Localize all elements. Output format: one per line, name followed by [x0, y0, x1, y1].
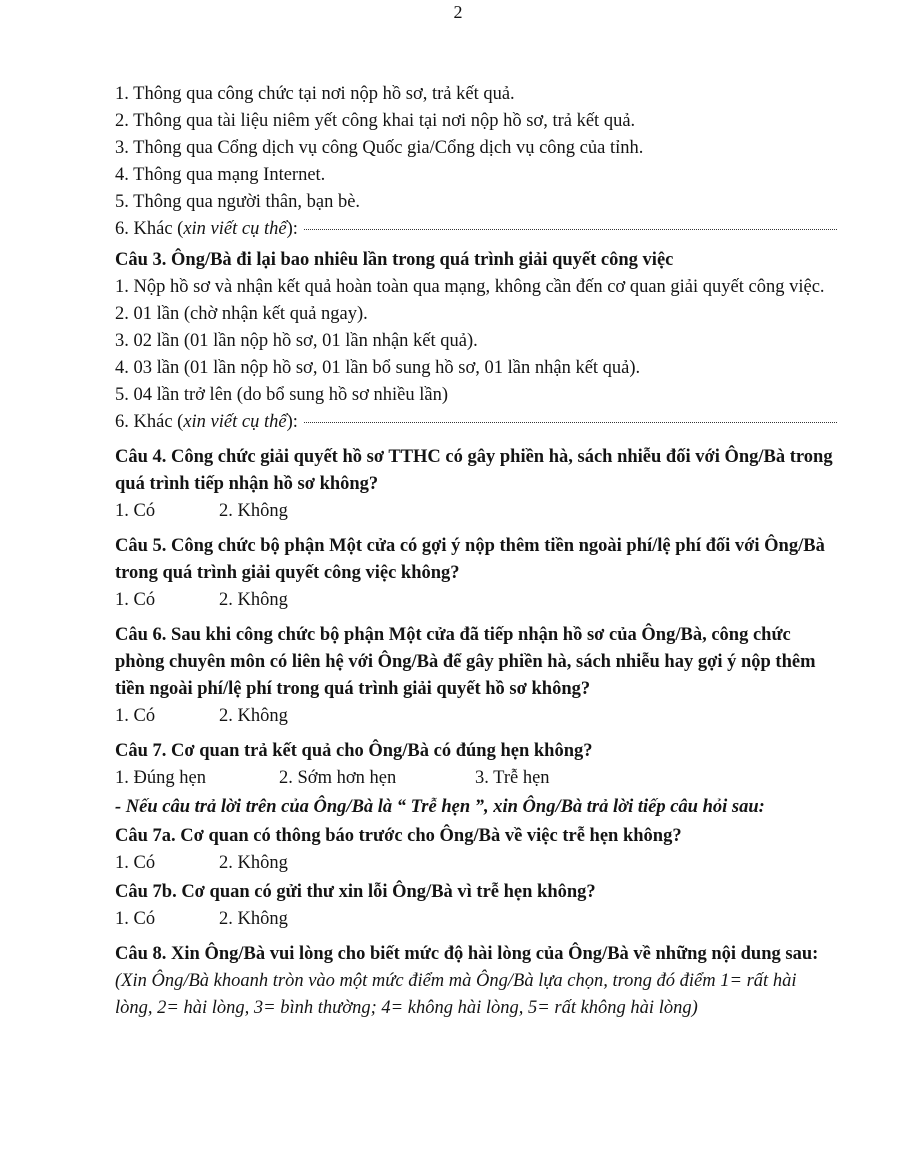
question-8-title: Câu 8. Xin Ông/Bà vui lòng cho biết mức độ hài lòng của Ông/Bà về những nội dung sau:	[115, 944, 819, 964]
question-6-title: Câu 6. Sau khi công chức bộ phận Một cửa đã tiếp nhận hồ sơ của Ông/Bà, công chức phòng chuyên môn có liên hệ với Ông/Bà để gây phiền hà, sách nhiễu hay gợi ý nộp thêm tiền ngoài phí/lệ phí trong quá trình giải quyết hồ sơ không?	[115, 625, 816, 699]
q7a-options	[115, 850, 837, 877]
q5-option-yes[interactable]: 1. Có	[115, 590, 156, 610]
q6-option-no[interactable]: 2. Không	[219, 706, 288, 726]
question-7-title: Câu 7. Cơ quan trả kết quả cho Ông/Bà có đúng hẹn không?	[115, 741, 593, 761]
q7b-option-yes[interactable]: 1. Có	[115, 909, 156, 929]
q2-option-1: 1. Thông qua công chức tại nơi nộp hồ sơ, trả kết quả.	[115, 84, 515, 104]
question-5-title: Câu 5. Công chức bộ phận Một cửa có gợi ý nộp thêm tiền ngoài phí/lệ phí đối với Ông/Bà trong quá trình giải quyết công việc không?	[115, 536, 825, 583]
fill-in-line[interactable]	[304, 228, 837, 230]
q3-option-2: 2. 01 lần (chờ nhận kết quả ngay).	[115, 304, 368, 324]
question-7b-title: Câu 7b. Cơ quan có gửi thư xin lỗi Ông/Bà vì trễ hẹn không?	[115, 882, 596, 902]
q7-option-late[interactable]: 3. Trễ hẹn	[475, 768, 550, 788]
q4-option-no[interactable]: 2. Không	[219, 501, 288, 521]
q7-option-early[interactable]: 2. Sớm hơn hẹn	[279, 768, 397, 788]
question-3-title: Câu 3. Ông/Bà đi lại bao nhiêu lần trong quá trình giải quyết công việc	[115, 250, 674, 270]
question-4-title: Câu 4. Công chức giải quyết hồ sơ TTHC có gây phiền hà, sách nhiễu đối với Ông/Bà trong quá trình tiếp nhận hồ sơ không?	[115, 447, 833, 494]
other-prefix: 6. Khác (	[115, 412, 184, 432]
q2-option-4: 4. Thông qua mạng Internet.	[115, 165, 326, 185]
fill-in-line[interactable]	[304, 421, 837, 423]
q5-options	[115, 587, 837, 614]
other-hint: xin viết cụ thể	[183, 412, 287, 432]
q3-option-1: 1. Nộp hồ sơ và nhận kết quả hoàn toàn qua mạng, không cần đến cơ quan giải quyết công việc.	[115, 277, 825, 297]
q7a-option-yes[interactable]: 1. Có	[115, 853, 156, 873]
q6-options	[115, 703, 837, 730]
q7-option-on-time[interactable]: 1. Đúng hẹn	[115, 768, 206, 788]
q2-option-5: 5. Thông qua người thân, bạn bè.	[115, 192, 361, 212]
other-hint: xin viết cụ thể	[183, 219, 287, 239]
q7a-option-no[interactable]: 2. Không	[219, 853, 288, 873]
q3-option-other	[115, 409, 837, 436]
q7-follow-up-note: - Nếu câu trả lời trên của Ông/Bà là “ Trễ hẹn ”, xin Ông/Bà trả lời tiếp câu hỏi sau:	[115, 797, 765, 817]
q3-option-5: 5. 04 lần trở lên (do bổ sung hồ sơ nhiều lần)	[115, 385, 448, 405]
q2-option-3: 3. Thông qua Cổng dịch vụ công Quốc gia/Cổng dịch vụ công của tỉnh.	[115, 138, 644, 158]
q4-option-yes[interactable]: 1. Có	[115, 501, 156, 521]
q7-options	[115, 765, 837, 792]
q8-instruction: (Xin Ông/Bà khoanh tròn vào một mức điểm mà Ông/Bà lựa chọn, trong đó điểm 1= rất hài lòng, 2= hài lòng, 3= bình thường; 4= không hài lòng, 5= rất không hài lòng)	[115, 971, 797, 1018]
other-prefix: 6. Khác (	[115, 219, 184, 239]
other-suffix: ):	[286, 219, 298, 239]
page-number: 2	[453, 2, 463, 22]
q5-option-no[interactable]: 2. Không	[219, 590, 288, 610]
q3-option-4: 4. 03 lần (01 lần nộp hồ sơ, 01 lần bổ sung hồ sơ, 01 lần nhận kết quả).	[115, 358, 641, 378]
q7b-options	[115, 906, 837, 933]
q6-option-yes[interactable]: 1. Có	[115, 706, 156, 726]
q4-options	[115, 498, 837, 525]
survey-content	[115, 81, 837, 1022]
other-suffix: ):	[286, 412, 298, 432]
q3-option-3: 3. 02 lần (01 lần nộp hồ sơ, 01 lần nhận kết quả).	[115, 331, 478, 351]
q2-option-other	[115, 216, 837, 243]
q2-option-2: 2. Thông qua tài liệu niêm yết công khai tại nơi nộp hồ sơ, trả kết quả.	[115, 111, 636, 131]
q7b-option-no[interactable]: 2. Không	[219, 909, 288, 929]
question-7a-title: Câu 7a. Cơ quan có thông báo trước cho Ông/Bà về việc trễ hẹn không?	[115, 826, 682, 846]
